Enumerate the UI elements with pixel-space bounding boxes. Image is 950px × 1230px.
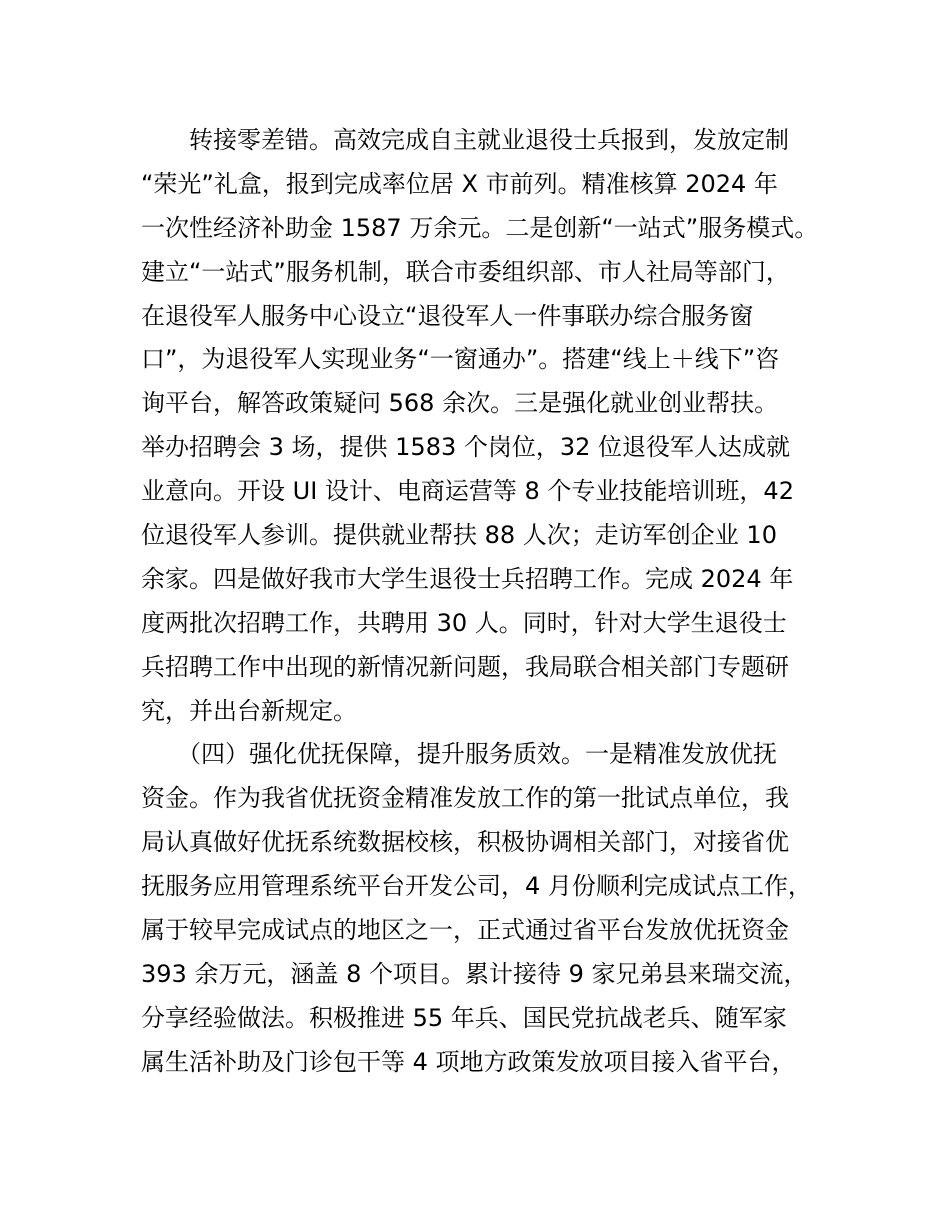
text-line: 位退役军人参训。提供就业帮扶 88 人次；走访军创企业 10 xyxy=(141,521,777,550)
text-line: 兵招聘工作中出现的新情况新问题，我局联合相关部门专题研 xyxy=(141,652,789,681)
text-line: 属生活补助及门诊包干等 4 项地方政策发放项目接入省平台， xyxy=(141,1047,796,1076)
text-line: 393 余万元，涵盖 8 个项目。累计接待 9 家兄弟县来瑞交流， xyxy=(141,959,808,988)
text-line: “荣光”礼盒，报到完成率位居 X 市前列。精准核算 2024 年 xyxy=(141,169,778,198)
text-line: 举办招聘会 3 场，提供 1583 个岗位，32 位退役军人达成就 xyxy=(141,433,791,462)
text-line: 建立“一站式”服务机制，联合市委组织部、市人社局等部门， xyxy=(141,257,790,286)
text-line: 余家。四是做好我市大学生退役士兵招聘工作。完成 2024 年 xyxy=(141,564,794,593)
document-body xyxy=(141,119,841,1085)
text-line: 属于较早完成试点的地区之一，正式通过省平台发放优抚资金 xyxy=(141,916,789,945)
text-line: 抚服务应用管理系统平台开发公司，4 月份顺利完成试点工作， xyxy=(141,872,812,901)
text-line: 究，并出台新规定。 xyxy=(141,696,357,725)
text-line: 资金。作为我省优抚资金精准发放工作的第一批试点单位，我 xyxy=(141,784,789,813)
text-line: 在退役军人服务中心设立“退役军人一件事联办综合服务窗 xyxy=(141,301,754,330)
text-line: 业意向。开设 UI 设计、电商运营等 8 个专业技能培训班，42 xyxy=(141,477,794,506)
text-line: 转接零差错。高效完成自主就业退役士兵报到，发放定制 xyxy=(141,126,789,154)
text-line: 口”，为退役军人实现业务“一窗通办”。搭建“线上＋线下”咨 xyxy=(141,345,780,374)
text-line: （四）强化优抚保障，提升服务质效。一是精准发放优抚 xyxy=(141,740,777,769)
text-line: 局认真做好优抚系统数据校核，积极协调相关部门，对接省优 xyxy=(141,828,789,857)
text-line: 分享经验做法。积极推进 55 年兵、国民党抗战老兵、随军家 xyxy=(141,1003,787,1032)
text-line: 度两批次招聘工作，共聘用 30 人。同时，针对大学生退役士 xyxy=(141,608,787,637)
text-line: 一次性经济补助金 1587 万余元。二是创新“一站式”服务模式。 xyxy=(141,213,819,242)
text-line: 询平台，解答政策疑问 568 余次。三是强化就业创业帮扶。 xyxy=(141,389,779,418)
